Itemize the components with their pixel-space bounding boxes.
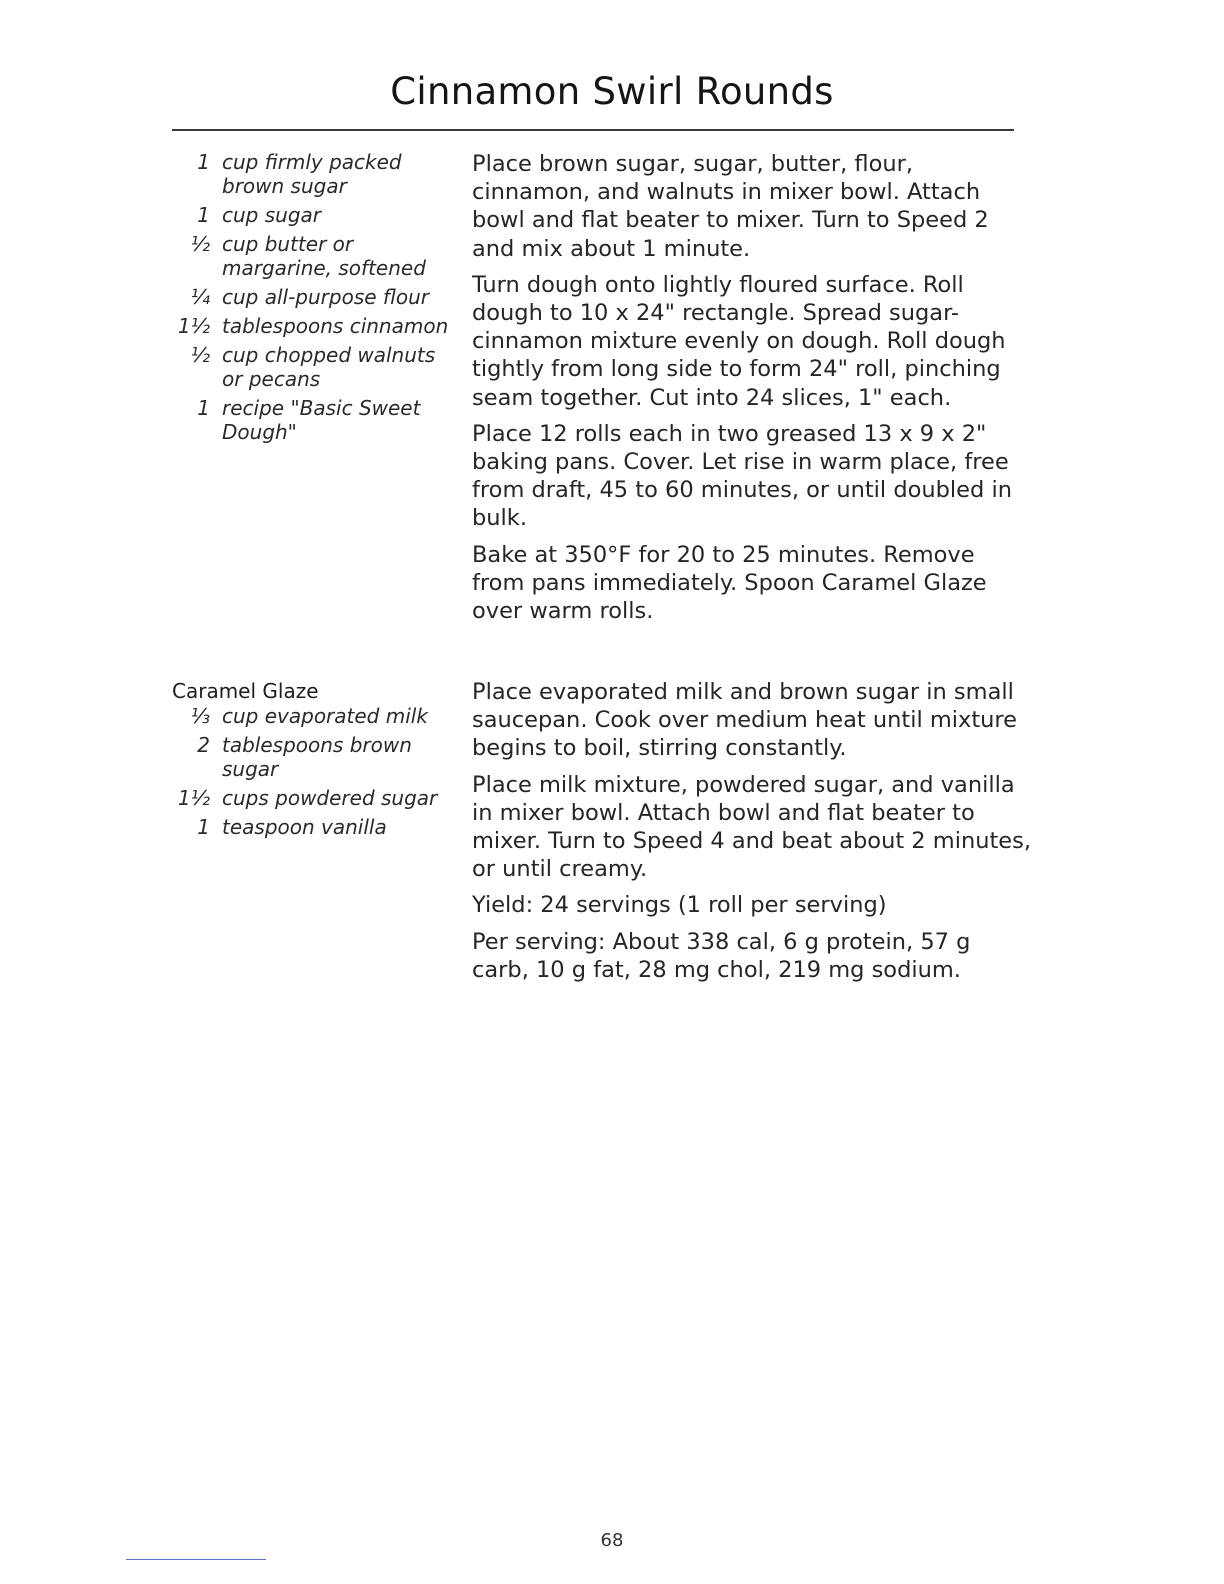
ingredient-name: cup butter or margarine, softened (222, 232, 426, 280)
ingredient-name: cup sugar (222, 203, 321, 227)
ingredient-item (170, 343, 450, 391)
ingredient-name: cups powdered sugar (222, 786, 438, 810)
ingredient-item (170, 150, 450, 198)
yield-text: Yield: 24 servings (1 roll per serving) (472, 892, 887, 919)
ingredient-name: recipe "Basic Sweet Dough" (222, 396, 421, 444)
ingredient-name: cup evaporated milk (222, 704, 428, 728)
ingredient-quantity: ½ (190, 343, 210, 367)
ingredient-name: cup firmly packed brown sugar (222, 150, 402, 198)
ingredient-quantity: 1 (197, 396, 210, 420)
ingredient-name: tablespoons brown sugar (222, 733, 412, 781)
ingredient-name: cup all-purpose flour (222, 285, 429, 309)
ingredient-item (170, 396, 450, 444)
glaze-directions (472, 678, 1032, 992)
page-number: 68 (600, 1530, 624, 1551)
ingredient-quantity: 2 (197, 733, 210, 757)
ingredient-quantity: 1½ (177, 786, 210, 810)
ingredient-item (170, 733, 450, 781)
ingredient-quantity: 1 (197, 203, 210, 227)
direction-step: Place evaporated milk and brown sugar in small saucepan. Cook over medium heat until mixture begins to boil, stirring constantly. (472, 679, 1018, 762)
ingredient-item (170, 815, 450, 839)
direction-step: Bake at 350°F for 20 to 25 minutes. Remove from pans immediately. Spoon Caramel Glaze over warm rolls. (472, 541, 987, 625)
glaze-heading: Caramel Glaze (172, 679, 319, 703)
direction-step: Place milk mixture, powdered sugar, and vanilla in mixer bowl. Attach bowl and flat beater to mixer. Turn to Speed 4 and beat about 2 minutes, or until creamy. (472, 771, 1032, 883)
ingredient-quantity: 1 (197, 815, 210, 839)
ingredient-item (170, 285, 450, 309)
ingredient-name: tablespoons cinnamon (222, 314, 449, 338)
direction-step: Place brown sugar, sugar, butter, flour, cinnamon, and walnuts in mixer bowl. Attach bowl and flat beater to mixer. Turn to Speed 2 and mix about 1 minute. (472, 151, 989, 262)
recipe-title: Cinnamon Swirl Rounds (390, 70, 834, 113)
ingredient-quantity: 1½ (177, 314, 210, 338)
ingredient-name: cup chopped walnuts or pecans (222, 343, 436, 391)
glaze-ingredient-list (170, 704, 450, 844)
ingredient-item (170, 786, 450, 810)
ingredient-quantity: 1 (197, 150, 210, 174)
ingredient-item (170, 232, 450, 280)
filling-directions (472, 150, 1032, 633)
ingredient-quantity: ⅓ (190, 704, 210, 728)
ingredient-item (170, 203, 450, 227)
ingredient-item (170, 314, 450, 338)
title-divider (172, 129, 1014, 131)
ingredient-name: teaspoon vanilla (222, 815, 387, 839)
ingredient-quantity: ¼ (190, 285, 210, 309)
direction-step: Turn dough onto lightly floured surface. Roll dough to 10 x 24" rectangle. Spread sugar-cinnamon mixture evenly on dough. Roll dough tightly from long side to form 24" roll, pinching seam together. Cut into 24 slices, 1" each. (472, 271, 1006, 411)
nutrition-text: Per serving: About 338 cal, 6 g protein, 57 g carb, 10 g fat, 28 mg chol, 219 mg sodium. (472, 928, 971, 983)
direction-step: Place 12 rolls each in two greased 13 x 9 x 2" baking pans. Cover. Let rise in warm place, free from draft, 45 to 60 minutes, or until doubled in bulk. (472, 420, 1012, 532)
ingredient-quantity: ½ (190, 232, 210, 256)
footer-divider (126, 1559, 266, 1560)
ingredient-item (170, 704, 450, 728)
filling-ingredient-list (170, 150, 450, 449)
